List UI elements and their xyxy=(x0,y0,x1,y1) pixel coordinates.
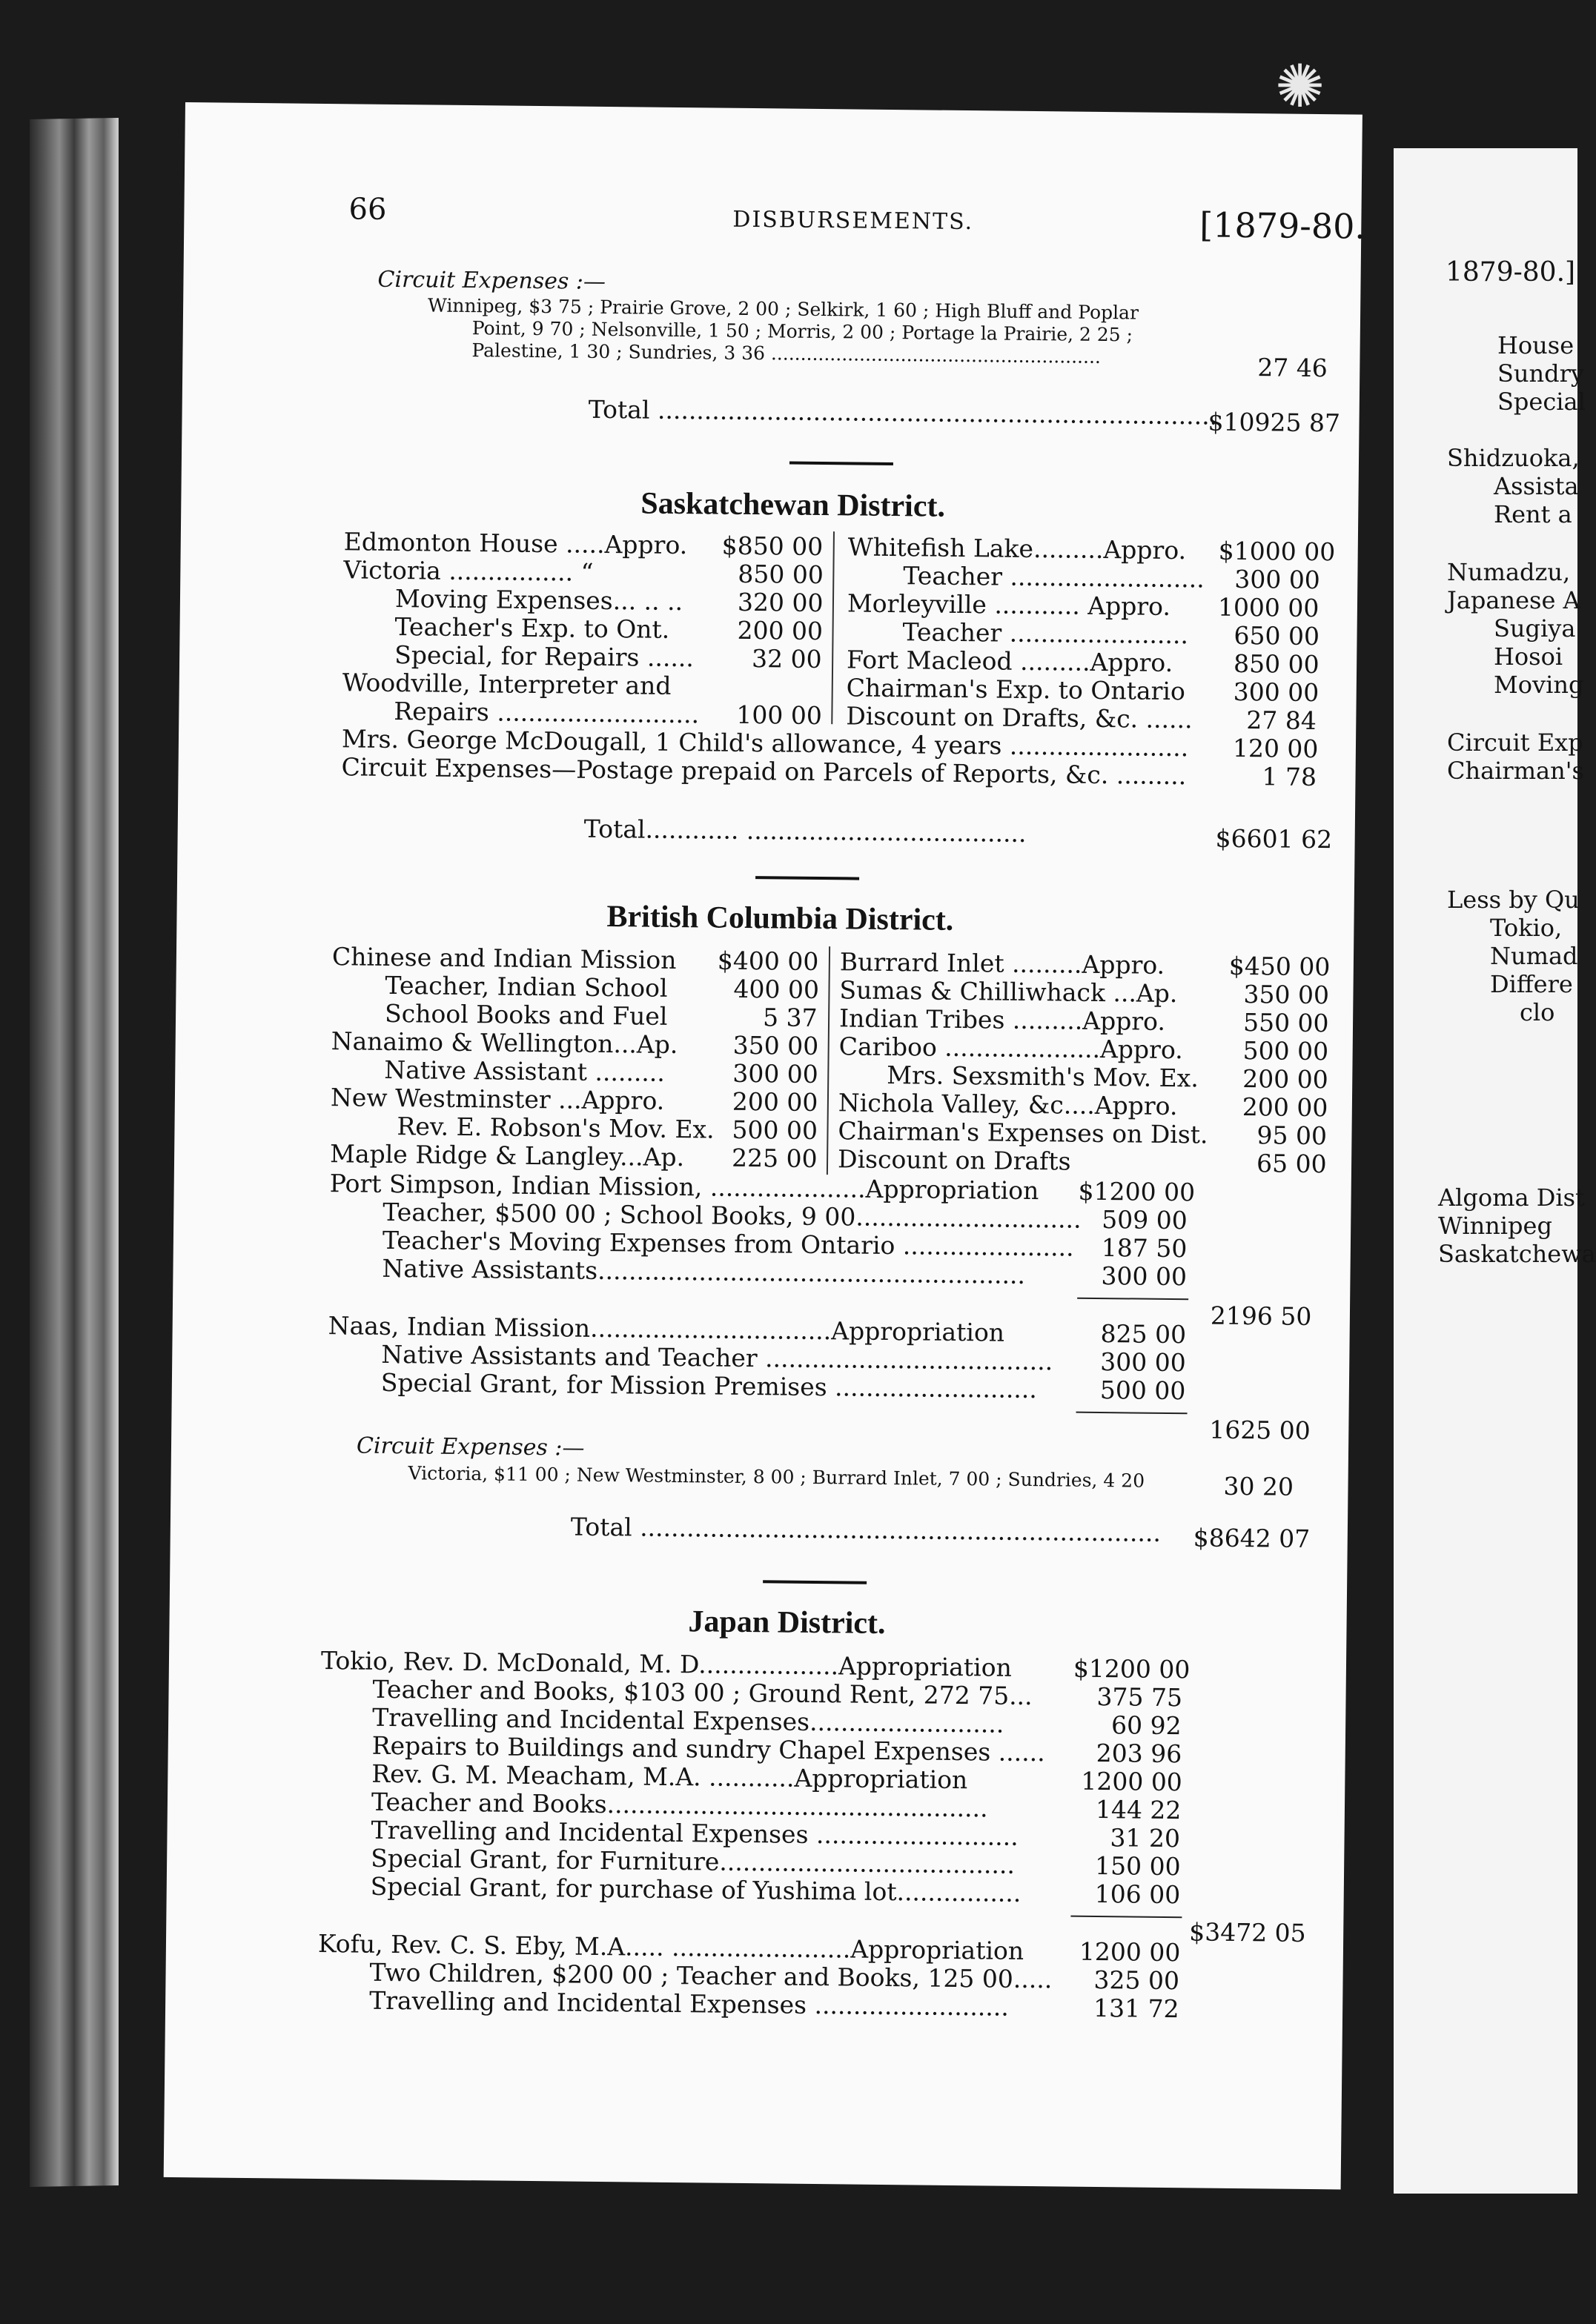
entry-label: Mrs. Sexsmith's Mov. Ex. xyxy=(887,1060,1199,1093)
entry-amount: 500 00 xyxy=(732,1115,818,1146)
facing-line: Sugiya xyxy=(1494,614,1576,643)
entry-amount: 325 00 xyxy=(1093,1965,1180,1996)
facing-year: 1879-80.] xyxy=(1446,257,1576,288)
entry-label: Port Simpson, Indian Mission, ....................Appropriation xyxy=(329,1169,1039,1206)
total-label: Total............ .................................... xyxy=(583,814,1027,848)
circuit-heading: Circuit Expenses :— xyxy=(356,1432,585,1461)
entry-amount: 825 00 xyxy=(1100,1319,1187,1349)
facing-line: Sundry xyxy=(1497,359,1584,388)
ledger-page xyxy=(164,102,1366,2189)
entry-amount: 95 00 xyxy=(1256,1120,1328,1151)
subtotal-rule xyxy=(1076,1412,1188,1415)
entry-label: Edmonton House .....Appro. xyxy=(343,527,688,560)
entry-label: Indian Tribes .........Appro. xyxy=(838,1003,1166,1036)
entry-label: Whitefish Lake.........Appro. xyxy=(847,532,1187,565)
subtotal-rule xyxy=(1070,1916,1182,1919)
facing-line: Winnipeg xyxy=(1438,1212,1552,1240)
entry-amount: $450 00 xyxy=(1228,951,1331,982)
entry-amount: 120 00 xyxy=(1232,733,1319,764)
entry-label: Teacher, $500 00 ; School Books, 9 00............................. xyxy=(383,1197,1082,1234)
entry-amount: 150 00 xyxy=(1094,1850,1181,1882)
entry-amount: 850 00 xyxy=(738,559,824,590)
circuit-heading: Circuit Expenses :— xyxy=(377,266,606,295)
entry-label: Woodville, Interpreter and xyxy=(342,668,672,700)
entry-amount: $1200 00 xyxy=(1073,1653,1191,1684)
entry-amount: 225 00 xyxy=(731,1143,818,1174)
entry-label: Repairs to Buildings and sundry Chapel Expenses ...... xyxy=(371,1730,1045,1767)
subtotal-rule xyxy=(1077,1298,1188,1301)
column-divider xyxy=(827,946,830,1175)
entry-label: Teacher and Books, $103 00 ; Ground Rent, 272 75... xyxy=(372,1674,1033,1711)
entry-label: Fort Macleod .........Appro. xyxy=(846,645,1173,677)
entry-amount: 650 00 xyxy=(1234,620,1320,651)
entry-label: Chairman's Expenses on Dist. xyxy=(838,1116,1208,1149)
entry-amount: 300 00 xyxy=(1234,564,1321,595)
entry-amount: 850 00 xyxy=(1233,648,1319,680)
facing-line: Numadzu, xyxy=(1447,558,1571,586)
entry-label: School Books and Fuel xyxy=(384,998,668,1031)
facing-line: Assista xyxy=(1494,472,1579,500)
entry-label: Rev. G. M. Meacham, M.A. ...........Appropriation xyxy=(371,1759,968,1795)
entry-amount: $1200 00 xyxy=(1078,1176,1196,1207)
entry-amount: 509 00 xyxy=(1102,1205,1188,1235)
entry-amount: 1200 00 xyxy=(1079,1936,1181,1968)
entry-amount: 200 00 xyxy=(1242,1092,1328,1123)
entry-amount: 500 00 xyxy=(1242,1036,1329,1066)
entry-amount: 100 00 xyxy=(736,700,823,731)
entry-amount: 300 00 xyxy=(1101,1261,1188,1292)
entry-amount: 1000 00 xyxy=(1217,592,1319,623)
book-spine-edge xyxy=(30,118,119,2187)
facing-line: House xyxy=(1497,331,1575,359)
entry-label: Repairs .......................... xyxy=(394,696,700,729)
facing-line: clo xyxy=(1520,998,1555,1026)
entry-amount: 1200 00 xyxy=(1081,1766,1183,1797)
entry-label: Special Grant, for Furniture...................................... xyxy=(370,1843,1016,1879)
entry-label: Morleyville ........... Appro. xyxy=(847,588,1171,621)
entry-label: Tokio, Rev. D. McDonald, M. D..................Appropriation xyxy=(320,1646,1013,1682)
entry-amount: 500 00 xyxy=(1099,1375,1186,1406)
year-range: [1879-80. xyxy=(1199,205,1366,247)
subtotal-amount: $3472 05 xyxy=(1189,1917,1306,1948)
running-head: DISBURSEMENTS. xyxy=(732,206,974,236)
facing-line: Rent a xyxy=(1494,500,1572,528)
facing-line: Moving xyxy=(1494,671,1584,699)
entry-amount: 32 00 xyxy=(751,644,822,674)
entry-label: Native Assistant ......... xyxy=(384,1055,666,1087)
subtotal-amount: 2196 50 xyxy=(1210,1301,1312,1331)
entry-label: Special Grant, for Mission Premises .......................... xyxy=(380,1367,1038,1404)
circuit-line: Palestine, 1 30 ; Sundries, 3 36 ........................................................ xyxy=(471,339,1102,368)
entry-label: Kofu, Rev. C. S. Eby, M.A..... .......................Appropriation xyxy=(317,1929,1024,1965)
entry-label: Teacher's Exp. to Ont. xyxy=(394,611,670,644)
entry-label: Two Children, $200 00 ; Teacher and Books, 125 00..... xyxy=(369,1957,1053,1994)
facing-line: Hosoi xyxy=(1494,643,1563,671)
facing-line: Circuit Exp xyxy=(1447,728,1583,757)
entry-label: Discount on Drafts xyxy=(837,1144,1071,1176)
entry-amount: 106 00 xyxy=(1094,1879,1181,1910)
entry-label: Naas, Indian Mission...............................Appropriation xyxy=(328,1311,1005,1347)
page-blot-mark: ✺ xyxy=(1275,52,1325,121)
entry-amount: 203 96 xyxy=(1096,1738,1182,1769)
entry-amount: 300 00 xyxy=(1100,1347,1186,1378)
entry-amount: 187 50 xyxy=(1101,1233,1188,1264)
entry-amount: 350 00 xyxy=(732,1030,819,1061)
total-amount: $10925 87 xyxy=(1208,407,1341,438)
entry-label: Discount on Drafts, &c. ...... xyxy=(846,701,1193,734)
entry-amount: 320 00 xyxy=(737,587,824,618)
entry-amount: 300 00 xyxy=(1233,677,1319,708)
subtotal-amount: 1625 00 xyxy=(1209,1415,1311,1445)
entry-label: Travelling and Incidental Expenses ......................... xyxy=(368,1985,1010,2022)
facing-line: Japanese A xyxy=(1447,586,1580,614)
total-label: Total ........................................................................ xyxy=(588,394,1218,431)
facing-line: Special xyxy=(1497,388,1586,416)
facing-line: Numad xyxy=(1490,942,1578,970)
entry-amount: 131 72 xyxy=(1093,1993,1179,2024)
entry-label: Travelling and Incidental Expenses .......................... xyxy=(371,1815,1019,1851)
entry-label: Native Assistants and Teacher ..................................... xyxy=(381,1339,1053,1376)
entry-amount: 65 00 xyxy=(1256,1149,1327,1179)
total-label: Total ................................................................... xyxy=(570,1512,1162,1547)
entry-label: Sumas & Chilliwhack ...Ap. xyxy=(839,975,1178,1009)
entry-amount: $850 00 xyxy=(721,531,824,562)
entry-label: Teacher ......................... xyxy=(903,561,1205,594)
facing-line: Shidzuoka, xyxy=(1447,444,1580,472)
section-rule xyxy=(755,876,859,880)
entry-amount: 400 00 xyxy=(733,974,820,1005)
facing-line: Less by Qu xyxy=(1447,886,1580,914)
entry-amount: 144 22 xyxy=(1095,1794,1182,1825)
entry-amount: 60 92 xyxy=(1110,1710,1182,1741)
entry-amount: 1 78 xyxy=(1262,762,1317,792)
facing-page xyxy=(1394,148,1596,2194)
entry-amount: 375 75 xyxy=(1096,1681,1183,1713)
entry-label: Special Grant, for purchase of Yushima lot................ xyxy=(370,1871,1021,1908)
section-title-saskatchewan: Saskatchewan District. xyxy=(640,486,946,524)
entry-label: Travelling and Incidental Expenses......................... xyxy=(371,1702,1004,1739)
entry-label: Circuit Expenses—Postage prepaid on Parcels of Reports, &c. ......... xyxy=(341,752,1187,791)
entry-amount: 300 00 xyxy=(732,1058,818,1089)
circuit-amount: 30 20 xyxy=(1223,1471,1294,1501)
entry-label: Special, for Repairs ...... xyxy=(394,640,695,673)
total-amount: $8642 07 xyxy=(1193,1523,1311,1553)
entry-label: Victoria ................ “ xyxy=(343,555,594,587)
entry-label: Rev. E. Robson's Mov. Ex. xyxy=(397,1112,715,1144)
entry-amount: 350 00 xyxy=(1243,980,1330,1010)
section-title-british-columbia: British Columbia District. xyxy=(606,900,954,937)
entry-amount: 31 20 xyxy=(1110,1823,1181,1853)
entry-amount: $1000 00 xyxy=(1218,536,1336,567)
entry-label: Native Assistants....................................................... xyxy=(382,1253,1026,1289)
entry-label: Nanaimo & Wellington...Ap. xyxy=(331,1026,678,1060)
facing-line: Differe xyxy=(1490,970,1573,998)
column-divider xyxy=(831,531,835,724)
page-number: 66 xyxy=(348,192,387,227)
facing-line: Chairman's xyxy=(1447,757,1584,785)
entry-label: Mrs. George McDougall, 1 Child's allowance, 4 years ....................... xyxy=(341,724,1189,763)
entry-label: Maple Ridge & Langley...Ap. xyxy=(329,1139,685,1172)
entry-label: Teacher's Moving Expenses from Ontario ...................... xyxy=(382,1225,1074,1262)
facing-line: Saskatchewa xyxy=(1438,1240,1596,1268)
circuit-amount: 27 46 xyxy=(1257,353,1328,383)
entry-label: Teacher, Indian School xyxy=(385,970,668,1003)
section-rule xyxy=(763,1580,867,1584)
entry-amount: 200 00 xyxy=(732,1086,818,1118)
entry-label: Moving Expenses... .. .. xyxy=(394,584,683,617)
circuit-line: Point, 9 70 ; Nelsonville, 1 50 ; Morris, 2 00 ; Portage la Prairie, 2 25 ; xyxy=(471,317,1133,346)
entry-label: Chinese and Indian Mission xyxy=(331,942,677,975)
entry-label: Nichola Valley, &c....Appro. xyxy=(838,1088,1178,1121)
entry-amount: 550 00 xyxy=(1242,1008,1329,1038)
entry-label: Cariboo ....................Appro. xyxy=(838,1032,1183,1065)
entry-label: Burrard Inlet .........Appro. xyxy=(839,947,1165,980)
facing-line: Algoma Dist xyxy=(1438,1183,1585,1212)
circuit-line: Victoria, $11 00 ; New Westminster, 8 00 ; Burrard Inlet, 7 00 ; Sundries, 4 20 xyxy=(408,1462,1145,1492)
section-rule xyxy=(789,462,893,465)
entry-amount: $400 00 xyxy=(717,946,819,977)
total-amount: $6601 62 xyxy=(1215,823,1333,854)
entry-label: Teacher and Books................................................. xyxy=(371,1787,988,1823)
entry-label: Chairman's Exp. to Ontario xyxy=(846,673,1186,706)
entry-label: New Westminster ...Appro. xyxy=(330,1083,665,1115)
entry-amount: 200 00 xyxy=(737,615,824,646)
facing-line: Tokio, xyxy=(1490,914,1563,942)
entry-label: Teacher ....................... xyxy=(902,617,1189,650)
circuit-line: Winnipeg, $3 75 ; Prairie Grove, 2 00 ; Selkirk, 1 60 ; High Bluff and Poplar xyxy=(427,294,1139,324)
entry-amount: 27 84 xyxy=(1246,706,1317,736)
entry-amount: 200 00 xyxy=(1242,1064,1328,1095)
section-title-japan: Japan District. xyxy=(688,1604,886,1641)
entry-amount: 5 37 xyxy=(762,1003,818,1032)
